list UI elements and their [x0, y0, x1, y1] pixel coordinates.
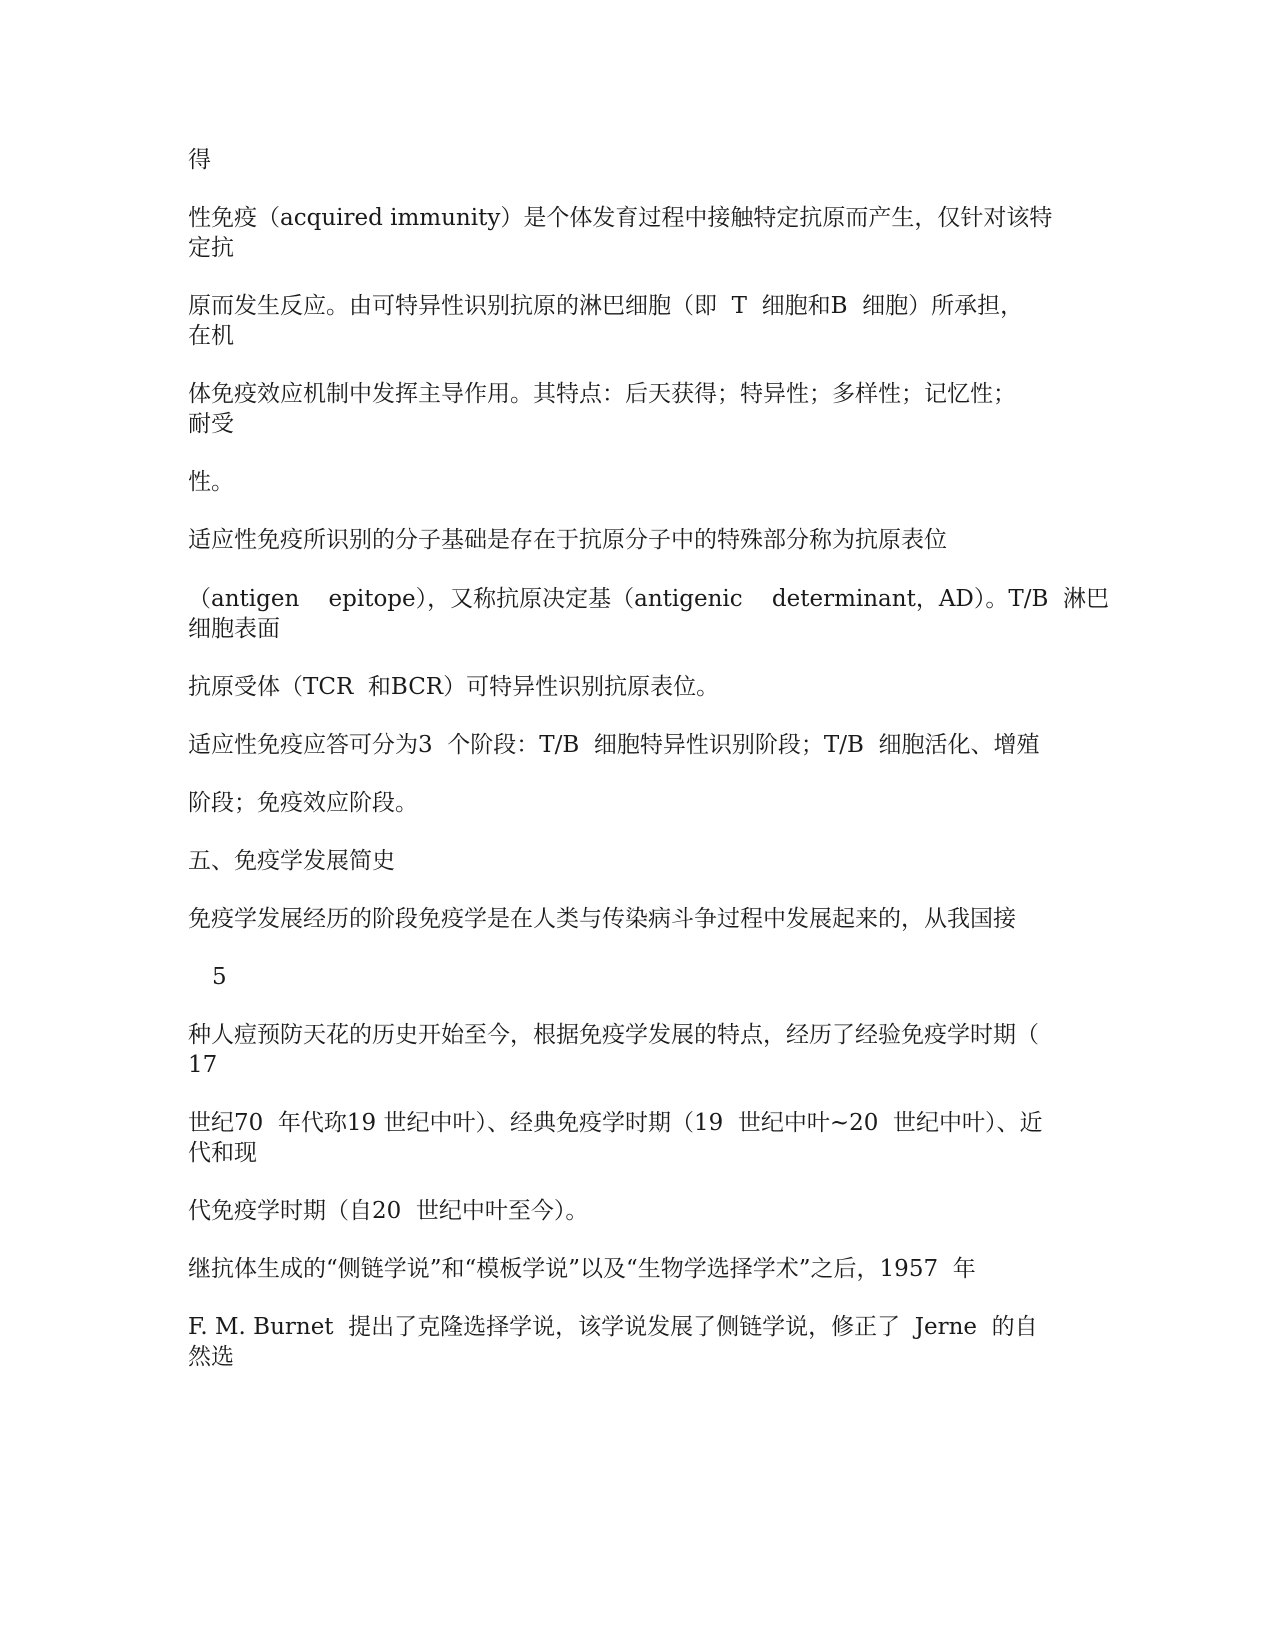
text-line: 抗原受体（TCR 和BCR）可特异性识别抗原表位。: [188, 674, 720, 700]
text-line: 适应性免疫应答可分为3 个阶段：T/B 细胞特异性识别阶段；T/B 细胞活化、增殖: [188, 732, 1040, 758]
text-line: 定抗: [188, 235, 234, 261]
text-line: 适应性免疫所识别的分子基础是存在于抗原分子中的特殊部分称为抗原表位: [188, 527, 947, 553]
text-line: 17: [188, 1052, 218, 1078]
text-line: 得: [188, 147, 211, 173]
text-line: 然选: [188, 1344, 234, 1370]
text-line: 性免疫（acquired immunity）是个体发育过程中接触特定抗原而产生，仅针对该特: [188, 205, 1053, 231]
text-line: 代免疫学时期（自20 世纪中叶至今）。: [188, 1198, 589, 1224]
text-line: 体免疫效应机制中发挥主导作用。其特点：后天获得；特异性；多样性；记忆性；: [188, 381, 1016, 407]
text-line: 免疫学发展经历的阶段免疫学是在人类与传染病斗争过程中发展起来的，从我国接: [188, 906, 1016, 932]
text-line: 阶段；免疫效应阶段。: [188, 790, 418, 816]
text-line: 代和现: [188, 1140, 257, 1166]
text-line: F. M. Burnet 提出了克隆选择学说，该学说发展了侧链学说，修正了 Jerne 的自: [188, 1314, 1038, 1340]
text-line: 世纪70 年代珎19 世纪中叶）、经典免疫学时期（19 世纪中叶~20 世纪中叶）、近: [188, 1110, 1043, 1136]
text-line: 种人痘预防天花的历史开始至今，根据免疫学发展的特点，经历了经验免疫学时期（: [188, 1022, 1039, 1048]
section-heading: 五、免疫学发展简史: [188, 848, 395, 874]
text-line: 在机: [188, 323, 234, 349]
text-line: 耐受: [188, 411, 234, 437]
text-line: 继抗体生成的“侧链学说”和“模板学说”以及“生物学选择学术”之后，1957 年: [188, 1256, 976, 1282]
page-number: 5: [212, 964, 227, 990]
text-line: 细胞表面: [188, 616, 280, 642]
text-line: 性。: [188, 469, 234, 495]
text-line: （antigen epitope），又称抗原决定基（antigenic determinant，AD）。T/B 淋巴: [188, 586, 1109, 612]
text-line: 原而发生反应。由可特异性识别抗原的淋巴细胞（即 T 细胞和B 细胞）所承担，: [188, 293, 1024, 319]
